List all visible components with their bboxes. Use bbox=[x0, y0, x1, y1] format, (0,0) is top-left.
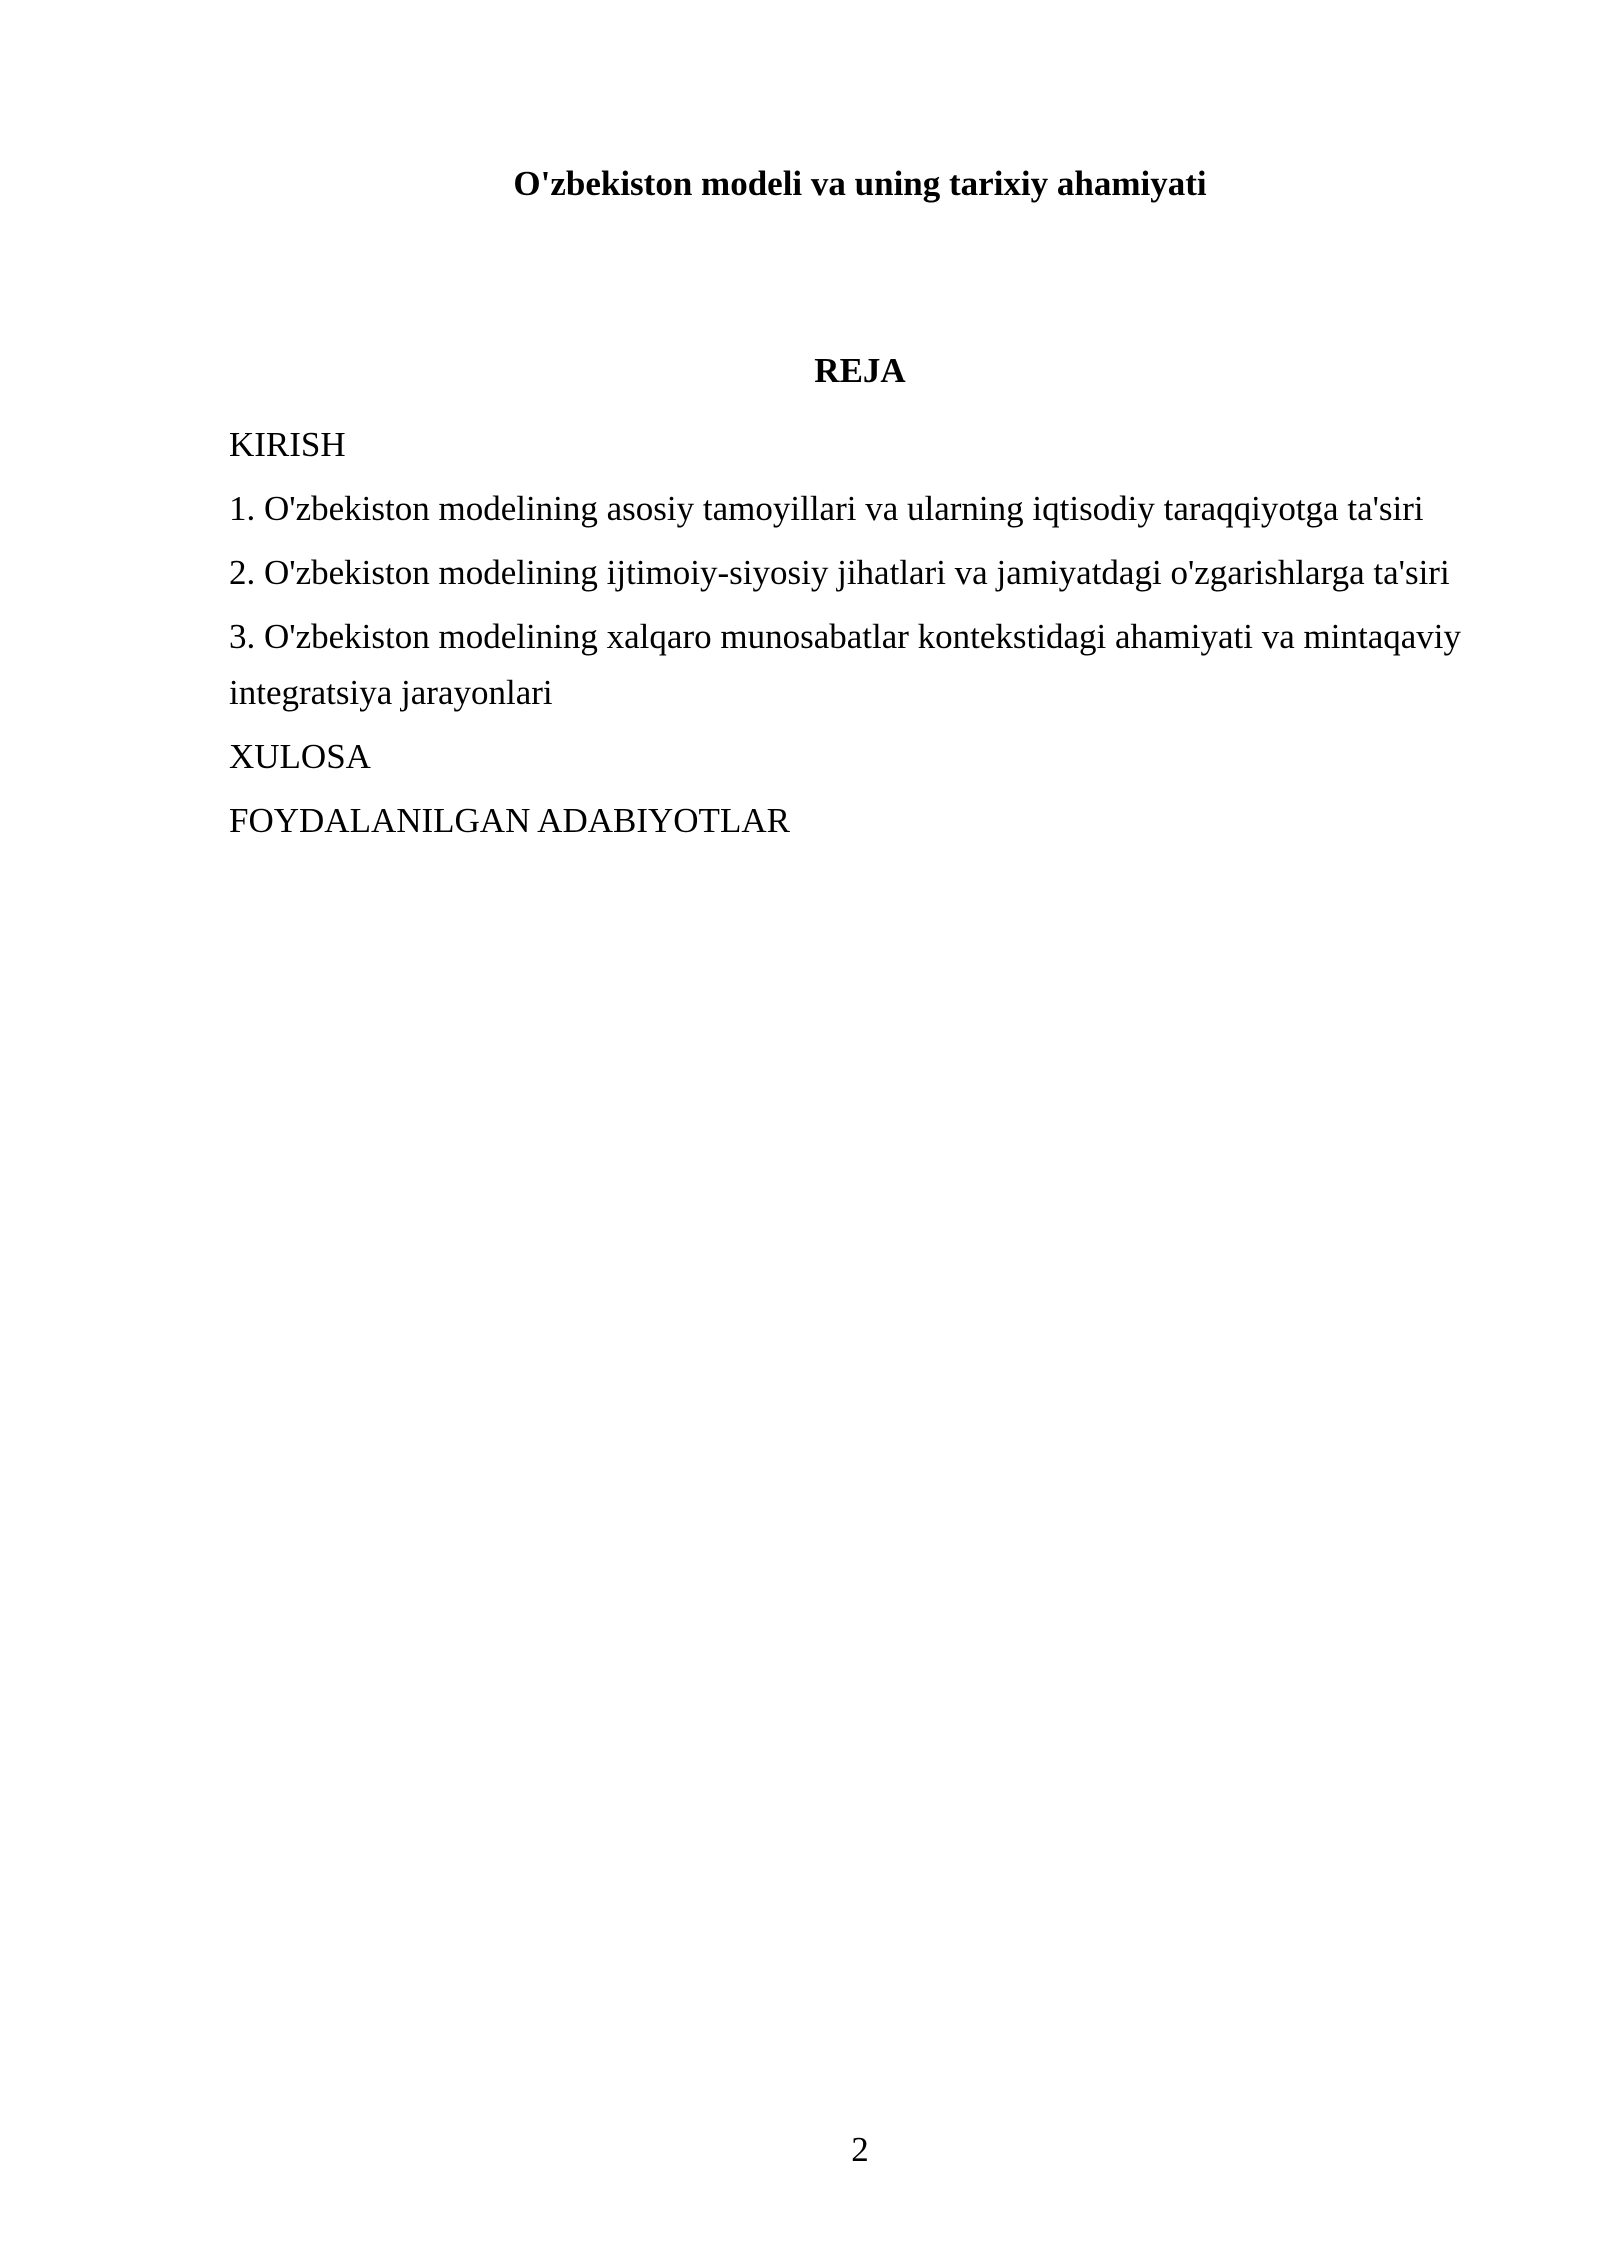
document-title: O'zbekiston modeli va uning tarixiy ahamiyati bbox=[513, 164, 1207, 203]
plan-item-2: 2. O'zbekiston modelining ijtimoiy-siyosiy jihatlari va jamiyatdagi o'zgarishlarga ta'siri bbox=[229, 553, 1450, 592]
plan-item-1: 1. O'zbekiston modelining asosiy tamoyillari va ularning iqtisodiy taraqqiyotga ta'siri bbox=[229, 489, 1424, 528]
plan-item-3: 3. O'zbekiston modelining xalqaro munosabatlar kontekstidagi ahamiyati va mintaqaviy integratsiya jarayonlari bbox=[229, 617, 1461, 712]
plan-item-references: FOYDALANILGAN ADABIYOTLAR bbox=[229, 801, 790, 840]
plan-item-introduction: KIRISH bbox=[229, 425, 346, 464]
plan-item-conclusion: XULOSA bbox=[229, 737, 371, 776]
plan-list bbox=[229, 417, 1469, 857]
plan-heading: REJA bbox=[814, 351, 906, 390]
page-number: 2 bbox=[851, 2130, 869, 2169]
